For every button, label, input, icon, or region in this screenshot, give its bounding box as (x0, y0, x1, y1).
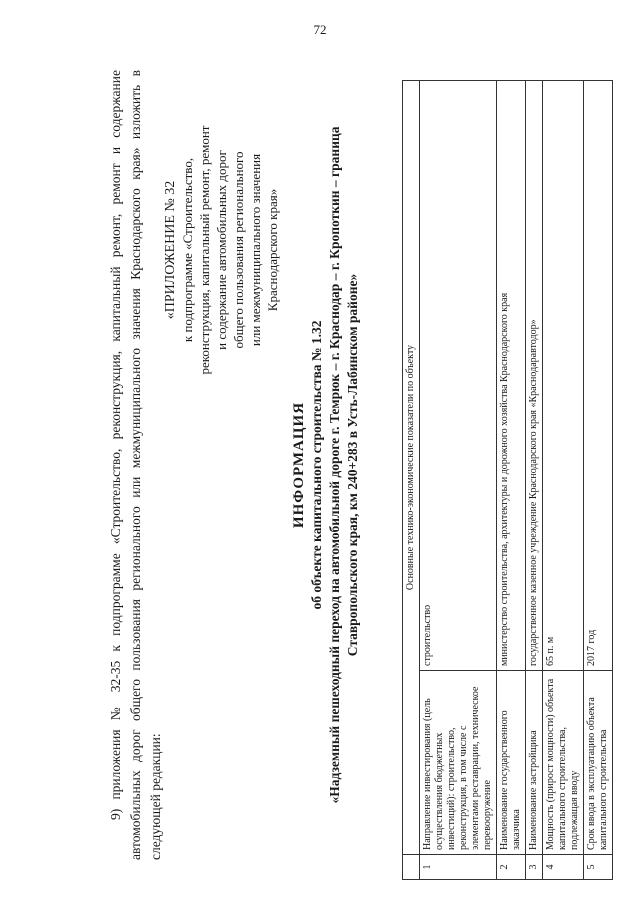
heading-title: ИНФОРМАЦИЯ (291, 401, 307, 529)
appendix-title: «ПРИЛОЖЕНИЕ № 32 (163, 180, 178, 320)
row-value: 65 п. м (543, 81, 584, 671)
row-parameter: Наименование застройщика (526, 671, 543, 855)
appendix-line: общего пользования регионального (231, 151, 246, 349)
row-number: 3 (526, 855, 543, 880)
page-number: 72 (313, 22, 327, 37)
row-parameter: Наименование государственного заказчика (497, 671, 526, 855)
table-header-row (403, 81, 420, 880)
heading-line: Ставропольского края, км 240+283 в Усть-Лабинском районе» (345, 273, 360, 657)
table-row (543, 81, 584, 880)
table-row (584, 81, 613, 880)
appendix-line: или межмуниципального значения (248, 153, 263, 347)
row-value: государственное казенное учреждение Краснодарского края «Краснодаравтодор» (526, 81, 543, 671)
rotated-content (92, 60, 612, 880)
row-parameter: Срок ввода в эксплуатацию объекта капитального строительства (584, 671, 613, 855)
appendix-line: реконструкция, капитальный ремонт, ремонт (197, 125, 212, 375)
heading-line: об объекте капитального строительства № 1.32 (309, 320, 324, 610)
row-number: 5 (584, 855, 613, 880)
row-value: строительство (420, 81, 497, 671)
table-row (420, 81, 497, 880)
row-number: 1 (420, 855, 497, 880)
table-row (526, 81, 543, 880)
appendix-line: Краснодарского края» (265, 188, 280, 312)
row-parameter: Мощность (прирост мощности) объекта капитального строительства, подлежащая вводу (543, 671, 584, 855)
appendix-block (162, 110, 281, 390)
appendix-line: к подпрограмме «Строительство, (180, 157, 195, 343)
table-header-num (403, 855, 420, 880)
parameters-table (402, 80, 613, 880)
appendix-line: и содержание автомобильных дорог (214, 150, 229, 350)
row-value: 2017 год (584, 81, 613, 671)
row-number: 4 (543, 855, 584, 880)
table-header-cell: Основные технико-экономические показатели по объекту (403, 81, 420, 855)
row-number: 2 (497, 855, 526, 880)
heading-line: «Надземный пешеходный переход на автомобильной дороге г. Темрюк – г. Краснодар – г. Кропоткин – граница (327, 126, 342, 804)
intro-paragraph: 9) приложения № 32-35 к подпрограмме «Строительство, реконструкция, капитальный ремонт, ремонт и содержание автомобильных дорог общего пользования регионального или межмуниципального значения Краснодарского края» изложить в следующей редакции: (107, 70, 163, 860)
row-parameter: Направление инвестирования (цель осуществления бюджетных инвестиций): строительство, реконструкция, в том числе с элементами реставрации, техническое перевооружение (420, 671, 497, 855)
table-row (497, 81, 526, 880)
row-value: министерство строительства, архитектуры и дорожного хозяйства Краснодарского края (497, 81, 526, 671)
document-heading (290, 70, 362, 860)
